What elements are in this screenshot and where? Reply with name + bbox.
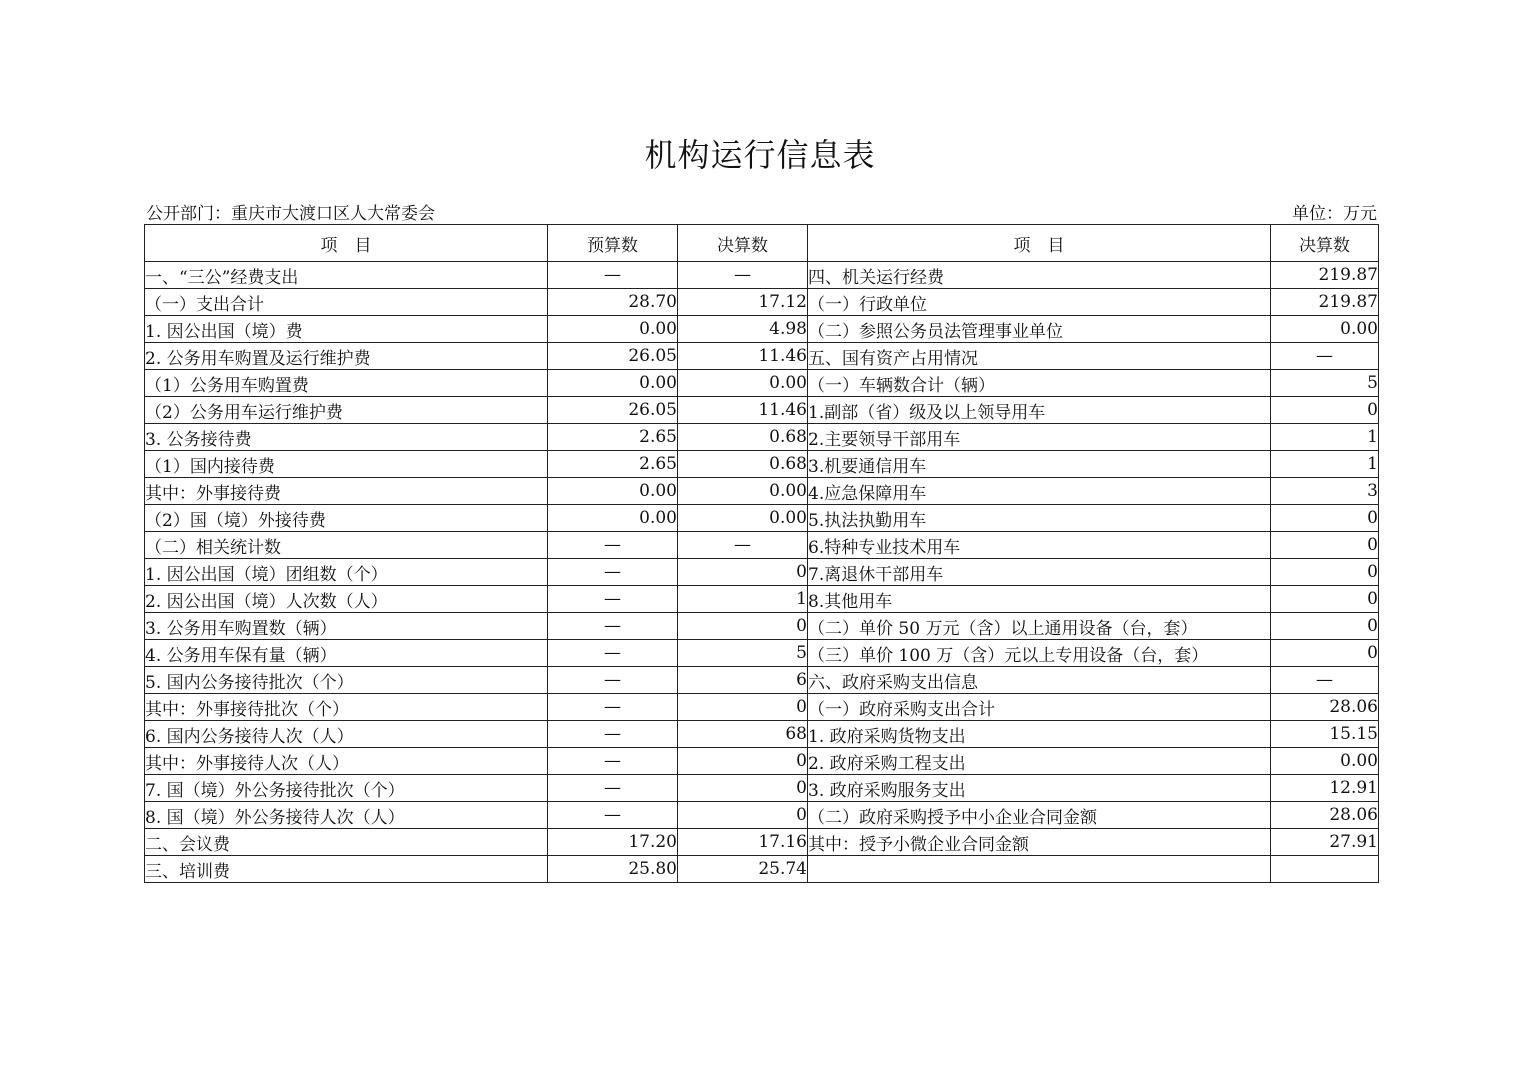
table-row bbox=[145, 694, 1379, 721]
header-item-right: 项 目 bbox=[808, 225, 1271, 262]
row-item-left: 1. 因公出国（境）团组数（个） bbox=[145, 559, 548, 586]
row-item-right: 1. 政府采购货物支出 bbox=[808, 721, 1271, 748]
table-row bbox=[145, 829, 1379, 856]
row-item-right: 5.执法执勤用车 bbox=[808, 505, 1271, 532]
row-final-right: 28.06 bbox=[1271, 802, 1379, 829]
row-final-left: 0 bbox=[678, 775, 808, 802]
row-budget: 0.00 bbox=[548, 478, 678, 505]
table-row bbox=[145, 316, 1379, 343]
row-item-right: （一）行政单位 bbox=[808, 289, 1271, 316]
table-row bbox=[145, 721, 1379, 748]
table-row bbox=[145, 289, 1379, 316]
row-item-left: 其中：外事接待批次（个） bbox=[145, 694, 548, 721]
row-final-right: 0 bbox=[1271, 559, 1379, 586]
table-row bbox=[145, 667, 1379, 694]
row-item-left: （1）国内接待费 bbox=[145, 451, 548, 478]
row-item-left: 其中：外事接待人次（人） bbox=[145, 748, 548, 775]
row-final-right: 5 bbox=[1271, 370, 1379, 397]
row-item-right: （一）车辆数合计（辆） bbox=[808, 370, 1271, 397]
header-item-left: 项 目 bbox=[145, 225, 548, 262]
row-item-right: 6.特种专业技术用车 bbox=[808, 532, 1271, 559]
row-final-right: 1 bbox=[1271, 424, 1379, 451]
table-row bbox=[145, 505, 1379, 532]
row-final-left: 0 bbox=[678, 748, 808, 775]
row-budget: — bbox=[548, 262, 678, 289]
table-row bbox=[145, 640, 1379, 667]
row-final-left: 4.98 bbox=[678, 316, 808, 343]
row-budget: 26.05 bbox=[548, 343, 678, 370]
row-budget: 0.00 bbox=[548, 370, 678, 397]
row-item-right: 1.副部（省）级及以上领导用车 bbox=[808, 397, 1271, 424]
row-item-right: 2. 政府采购工程支出 bbox=[808, 748, 1271, 775]
row-final-left: 0.00 bbox=[678, 505, 808, 532]
row-item-left: 3. 公务接待费 bbox=[145, 424, 548, 451]
row-final-right: 27.91 bbox=[1271, 829, 1379, 856]
table-header-row bbox=[145, 225, 1379, 262]
page-title: 机构运行信息表 bbox=[644, 136, 876, 174]
row-item-left: 2. 因公出国（境）人次数（人） bbox=[145, 586, 548, 613]
row-final-left: 0 bbox=[678, 613, 808, 640]
row-item-left: 2. 公务用车购置及运行维护费 bbox=[145, 343, 548, 370]
row-item-left: 其中：外事接待费 bbox=[145, 478, 548, 505]
row-item-right: 六、政府采购支出信息 bbox=[808, 667, 1271, 694]
row-final-left: 1 bbox=[678, 586, 808, 613]
row-item-left: 7. 国（境）外公务接待批次（个） bbox=[145, 775, 548, 802]
row-budget: — bbox=[548, 532, 678, 559]
row-final-left: 0 bbox=[678, 559, 808, 586]
row-item-right: （二）政府采购授予中小企业合同金额 bbox=[808, 802, 1271, 829]
row-final-right: 0 bbox=[1271, 532, 1379, 559]
row-item-left: （二）相关统计数 bbox=[145, 532, 548, 559]
row-final-left: 0.68 bbox=[678, 451, 808, 478]
unit-label: 单位：万元 bbox=[1292, 204, 1377, 224]
row-final-right: 219.87 bbox=[1271, 262, 1379, 289]
table-row bbox=[145, 586, 1379, 613]
row-budget: — bbox=[548, 775, 678, 802]
row-budget: — bbox=[548, 721, 678, 748]
row-final-left: 68 bbox=[678, 721, 808, 748]
row-budget: — bbox=[548, 667, 678, 694]
row-budget: 2.65 bbox=[548, 424, 678, 451]
row-item-right: 3.机要通信用车 bbox=[808, 451, 1271, 478]
row-item-left: （1）公务用车购置费 bbox=[145, 370, 548, 397]
row-final-right: 0 bbox=[1271, 613, 1379, 640]
row-final-right: 0 bbox=[1271, 586, 1379, 613]
row-budget: — bbox=[548, 694, 678, 721]
table-row bbox=[145, 478, 1379, 505]
row-final-right: 1 bbox=[1271, 451, 1379, 478]
row-item-right: （二）单价 50 万元（含）以上通用设备（台，套） bbox=[808, 613, 1271, 640]
row-item-right: 3. 政府采购服务支出 bbox=[808, 775, 1271, 802]
row-final-left: 17.16 bbox=[678, 829, 808, 856]
header-final-left: 决算数 bbox=[678, 225, 808, 262]
department-label: 公开部门：重庆市大渡口区人大常委会 bbox=[146, 204, 435, 224]
row-final-right: 0 bbox=[1271, 640, 1379, 667]
row-item-right: 8.其他用车 bbox=[808, 586, 1271, 613]
row-budget: — bbox=[548, 640, 678, 667]
row-final-left: — bbox=[678, 532, 808, 559]
row-item-right: 2.主要领导干部用车 bbox=[808, 424, 1271, 451]
row-item-left: 一、“三公”经费支出 bbox=[145, 262, 548, 289]
row-budget: 2.65 bbox=[548, 451, 678, 478]
row-final-right: 28.06 bbox=[1271, 694, 1379, 721]
row-budget: 28.70 bbox=[548, 289, 678, 316]
row-item-left: （2）国（境）外接待费 bbox=[145, 505, 548, 532]
row-final-right: 0 bbox=[1271, 397, 1379, 424]
row-final-right: 12.91 bbox=[1271, 775, 1379, 802]
row-item-right: （一）政府采购支出合计 bbox=[808, 694, 1271, 721]
info-table bbox=[144, 224, 1379, 883]
row-item-right: 其中：授予小微企业合同金额 bbox=[808, 829, 1271, 856]
row-final-left: 0 bbox=[678, 694, 808, 721]
row-budget: — bbox=[548, 748, 678, 775]
row-item-right: 五、国有资产占用情况 bbox=[808, 343, 1271, 370]
row-item-right: 4.应急保障用车 bbox=[808, 478, 1271, 505]
row-item-right: （三）单价 100 万（含）元以上专用设备（台，套） bbox=[808, 640, 1271, 667]
row-item-left: 5. 国内公务接待批次（个） bbox=[145, 667, 548, 694]
row-final-right: 219.87 bbox=[1271, 289, 1379, 316]
row-final-left: 25.74 bbox=[678, 856, 808, 883]
row-final-left: 6 bbox=[678, 667, 808, 694]
table-row bbox=[145, 343, 1379, 370]
row-final-left: 0.00 bbox=[678, 478, 808, 505]
table-row bbox=[145, 397, 1379, 424]
row-budget: 17.20 bbox=[548, 829, 678, 856]
row-budget: 0.00 bbox=[548, 505, 678, 532]
row-final-right: 0.00 bbox=[1271, 748, 1379, 775]
row-item-left: 8. 国（境）外公务接待人次（人） bbox=[145, 802, 548, 829]
table-row bbox=[145, 262, 1379, 289]
row-final-right: 3 bbox=[1271, 478, 1379, 505]
header-final-right: 决算数 bbox=[1271, 225, 1379, 262]
row-final-left: 11.46 bbox=[678, 343, 808, 370]
row-item-right: （二）参照公务员法管理事业单位 bbox=[808, 316, 1271, 343]
row-budget: — bbox=[548, 586, 678, 613]
row-final-left: 0 bbox=[678, 802, 808, 829]
row-final-left: 11.46 bbox=[678, 397, 808, 424]
row-item-right: 7.离退休干部用车 bbox=[808, 559, 1271, 586]
row-item-left: （2）公务用车运行维护费 bbox=[145, 397, 548, 424]
row-final-left: — bbox=[678, 262, 808, 289]
row-budget: — bbox=[548, 613, 678, 640]
header-budget: 预算数 bbox=[548, 225, 678, 262]
row-budget: 26.05 bbox=[548, 397, 678, 424]
table-row bbox=[145, 748, 1379, 775]
table-row bbox=[145, 856, 1379, 883]
row-final-right: — bbox=[1271, 343, 1379, 370]
row-item-left: 4. 公务用车保有量（辆） bbox=[145, 640, 548, 667]
row-budget: 0.00 bbox=[548, 316, 678, 343]
table-row bbox=[145, 532, 1379, 559]
row-item-left: 三、培训费 bbox=[145, 856, 548, 883]
row-budget: — bbox=[548, 559, 678, 586]
row-final-left: 17.12 bbox=[678, 289, 808, 316]
table-row bbox=[145, 775, 1379, 802]
row-item-right: 四、机关运行经费 bbox=[808, 262, 1271, 289]
row-final-right: — bbox=[1271, 667, 1379, 694]
row-final-right: 0.00 bbox=[1271, 316, 1379, 343]
row-final-right: 15.15 bbox=[1271, 721, 1379, 748]
row-item-left: 6. 国内公务接待人次（人） bbox=[145, 721, 548, 748]
row-final-left: 0.00 bbox=[678, 370, 808, 397]
row-item-left: 1. 因公出国（境）费 bbox=[145, 316, 548, 343]
row-budget: 25.80 bbox=[548, 856, 678, 883]
row-item-left: （一）支出合计 bbox=[145, 289, 548, 316]
row-final-left: 5 bbox=[678, 640, 808, 667]
row-final-right bbox=[1271, 856, 1379, 883]
row-item-left: 3. 公务用车购置数（辆） bbox=[145, 613, 548, 640]
row-final-left: 0.68 bbox=[678, 424, 808, 451]
table-row bbox=[145, 802, 1379, 829]
table-row bbox=[145, 370, 1379, 397]
table-row bbox=[145, 451, 1379, 478]
table-row bbox=[145, 613, 1379, 640]
row-item-right bbox=[808, 856, 1271, 883]
row-budget: — bbox=[548, 802, 678, 829]
row-item-left: 二、会议费 bbox=[145, 829, 548, 856]
table-row bbox=[145, 424, 1379, 451]
table-row bbox=[145, 559, 1379, 586]
row-final-right: 0 bbox=[1271, 505, 1379, 532]
